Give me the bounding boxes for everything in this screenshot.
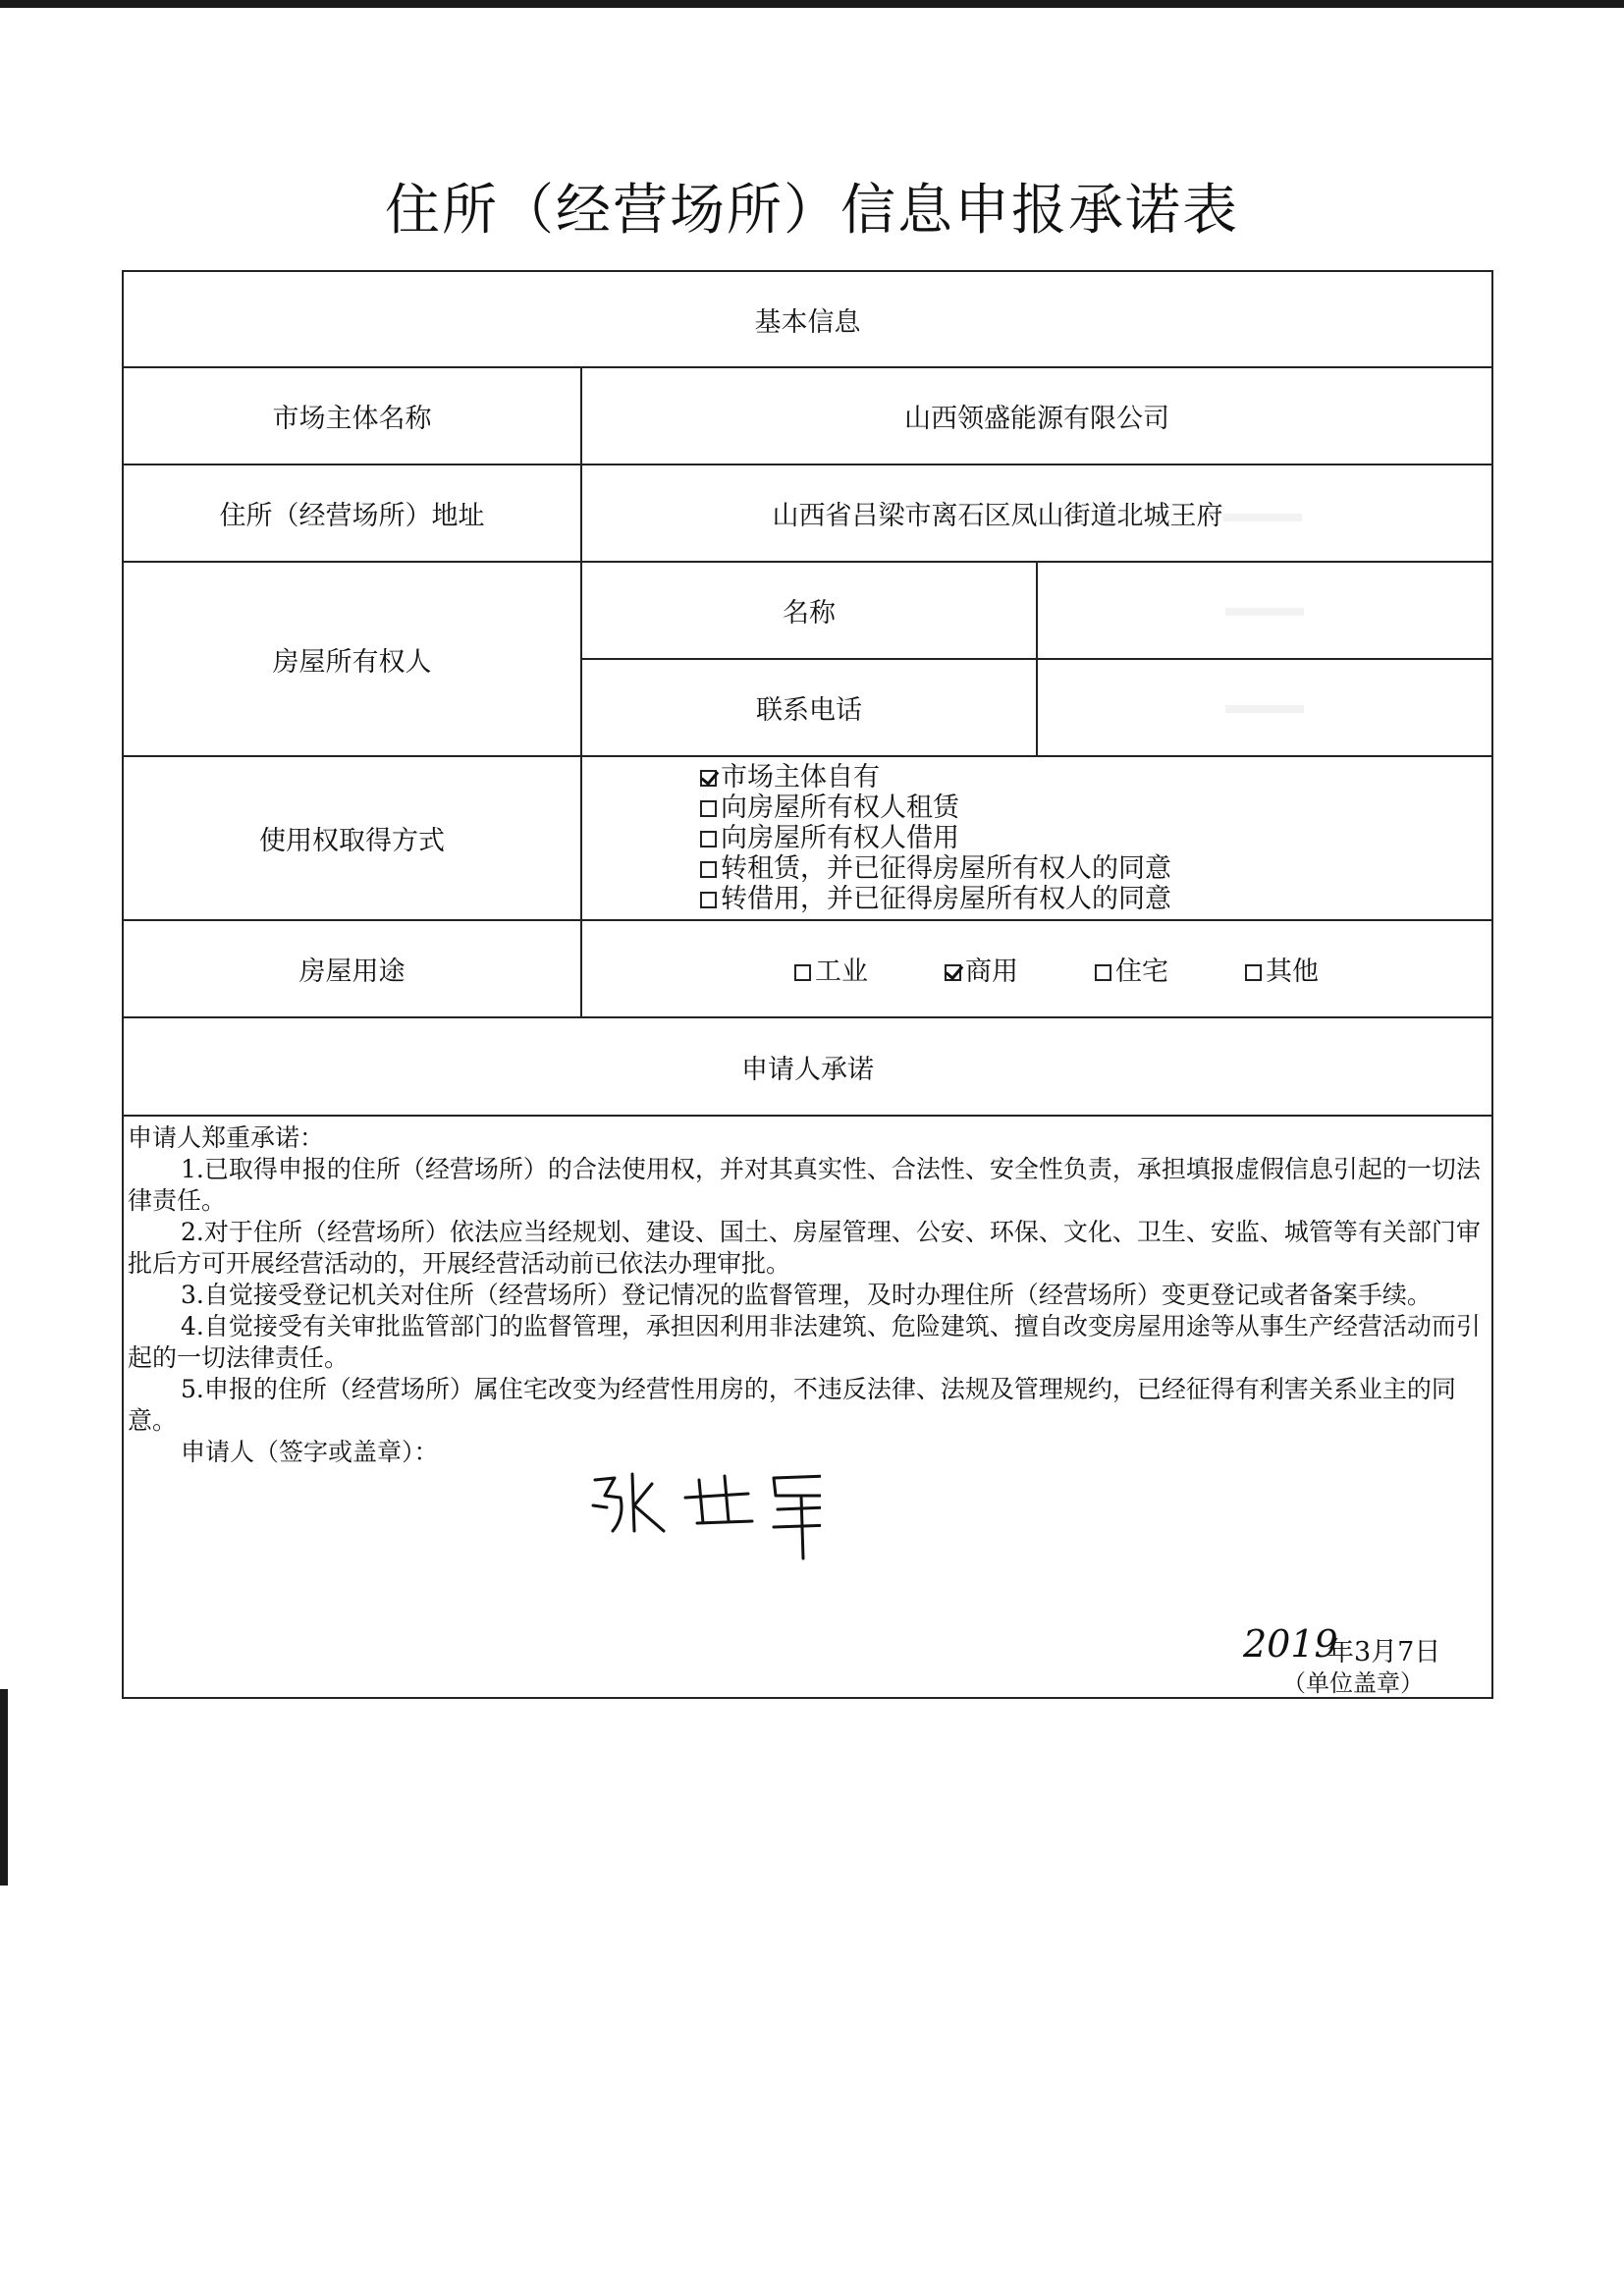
usage-option-other: 其他 [1245,950,1319,988]
redaction-mark [1223,514,1302,521]
address-label: 住所（经营场所）地址 [123,465,581,562]
checkbox-icon [794,964,811,981]
checkbox-checked-icon [945,964,961,981]
promise-item: 2.对于住所（经营场所）依法应当经规划、建设、国土、房屋管理、公安、环保、文化、卫生、安监、城管等有关部门审批后方可开展经营活动的，开展经营活动前已依法办理审批。 [128,1218,1481,1278]
entity-name-value: 山西领盛能源有限公司 [581,367,1492,465]
promise-item: 1.已取得申报的住所（经营场所）的合法使用权，并对其真实性、合法性、安全性负责，承担填报虚假信息引起的一切法律责任。 [128,1155,1481,1215]
checkbox-icon [700,800,717,817]
owner-name-value [1037,562,1492,659]
address-value-cell [581,465,1492,562]
acquire-option-borrow: 向房屋所有权人借用 [700,823,1171,853]
usage-option-commercial: 商用 [945,950,1018,988]
promise-body [124,1117,1491,1468]
acquire-option-lease: 向房屋所有权人租赁 [700,793,1171,823]
usage-option-residential: 住宅 [1095,950,1168,988]
checkbox-icon [1245,964,1262,981]
acquire-options-cell [581,756,1492,920]
date-block [1243,1622,1489,1701]
owner-name-label: 名称 [581,562,1037,659]
declaration-form [122,270,1493,1699]
promise-item: 4.自觉接受有关审批监管部门的监督管理，承担因利用非法建筑、危险建筑、擅自改变房屋用途等从事生产经营活动而引起的一切法律责任。 [128,1312,1481,1372]
address-value: 山西省吕梁市离石区凤山街道北城王府 [772,501,1223,531]
scan-edge-left [0,1689,8,1886]
checkbox-icon [700,861,717,878]
acquire-option-self-owned: 市场主体自有 [700,762,1171,793]
checkbox-icon [1095,964,1111,981]
promise-intro: 申请人郑重承诺： [128,1123,325,1152]
date-handwritten-year: 2019 [1243,1622,1338,1666]
handwritten-signature [467,1462,821,1560]
owner-phone-value [1037,659,1492,756]
acquire-option-sublease: 转租赁，并已征得房屋所有权人的同意 [700,853,1171,884]
applicant-label: 申请人（签字或盖章）： [181,1438,439,1466]
entity-name-label: 市场主体名称 [123,367,581,465]
date-printed: 年3月7日 [1327,1637,1441,1667]
promise-item: 5.申报的住所（经营场所）属住宅改变为经营性用房的，不违反法律、法规及管理规约，已经征得有利害关系业主的同意。 [128,1375,1456,1435]
checkbox-icon [700,892,717,908]
owner-phone-label: 联系电话 [581,659,1037,756]
usage-option-industrial: 工业 [794,950,868,988]
unit-seal-label: （单位盖章） [1282,1669,1424,1697]
document-title: 住所（经营场所）信息申报承诺表 [385,179,1239,243]
promise-cell [123,1116,1492,1698]
owner-label: 房屋所有权人 [123,562,581,756]
usage-label: 房屋用途 [123,920,581,1017]
basic-info-header: 基本信息 [123,271,1492,367]
redaction-mark [1225,705,1304,713]
acquire-options [700,762,1171,914]
usage-options-cell [581,920,1492,1017]
promise-header: 申请人承诺 [123,1017,1492,1116]
checkbox-checked-icon [700,770,717,787]
scan-edge-top [0,0,1624,8]
checkbox-icon [700,831,717,847]
redaction-mark [1225,608,1304,616]
acquire-label: 使用权取得方式 [123,756,581,920]
acquire-option-sublend: 转借用，并已征得房屋所有权人的同意 [700,884,1171,914]
promise-item: 3.自觉接受登记机关对住所（经营场所）登记情况的监督管理，及时办理住所（经营场所）变更登记或者备案手续。 [181,1281,1432,1309]
usage-options [622,950,1491,988]
